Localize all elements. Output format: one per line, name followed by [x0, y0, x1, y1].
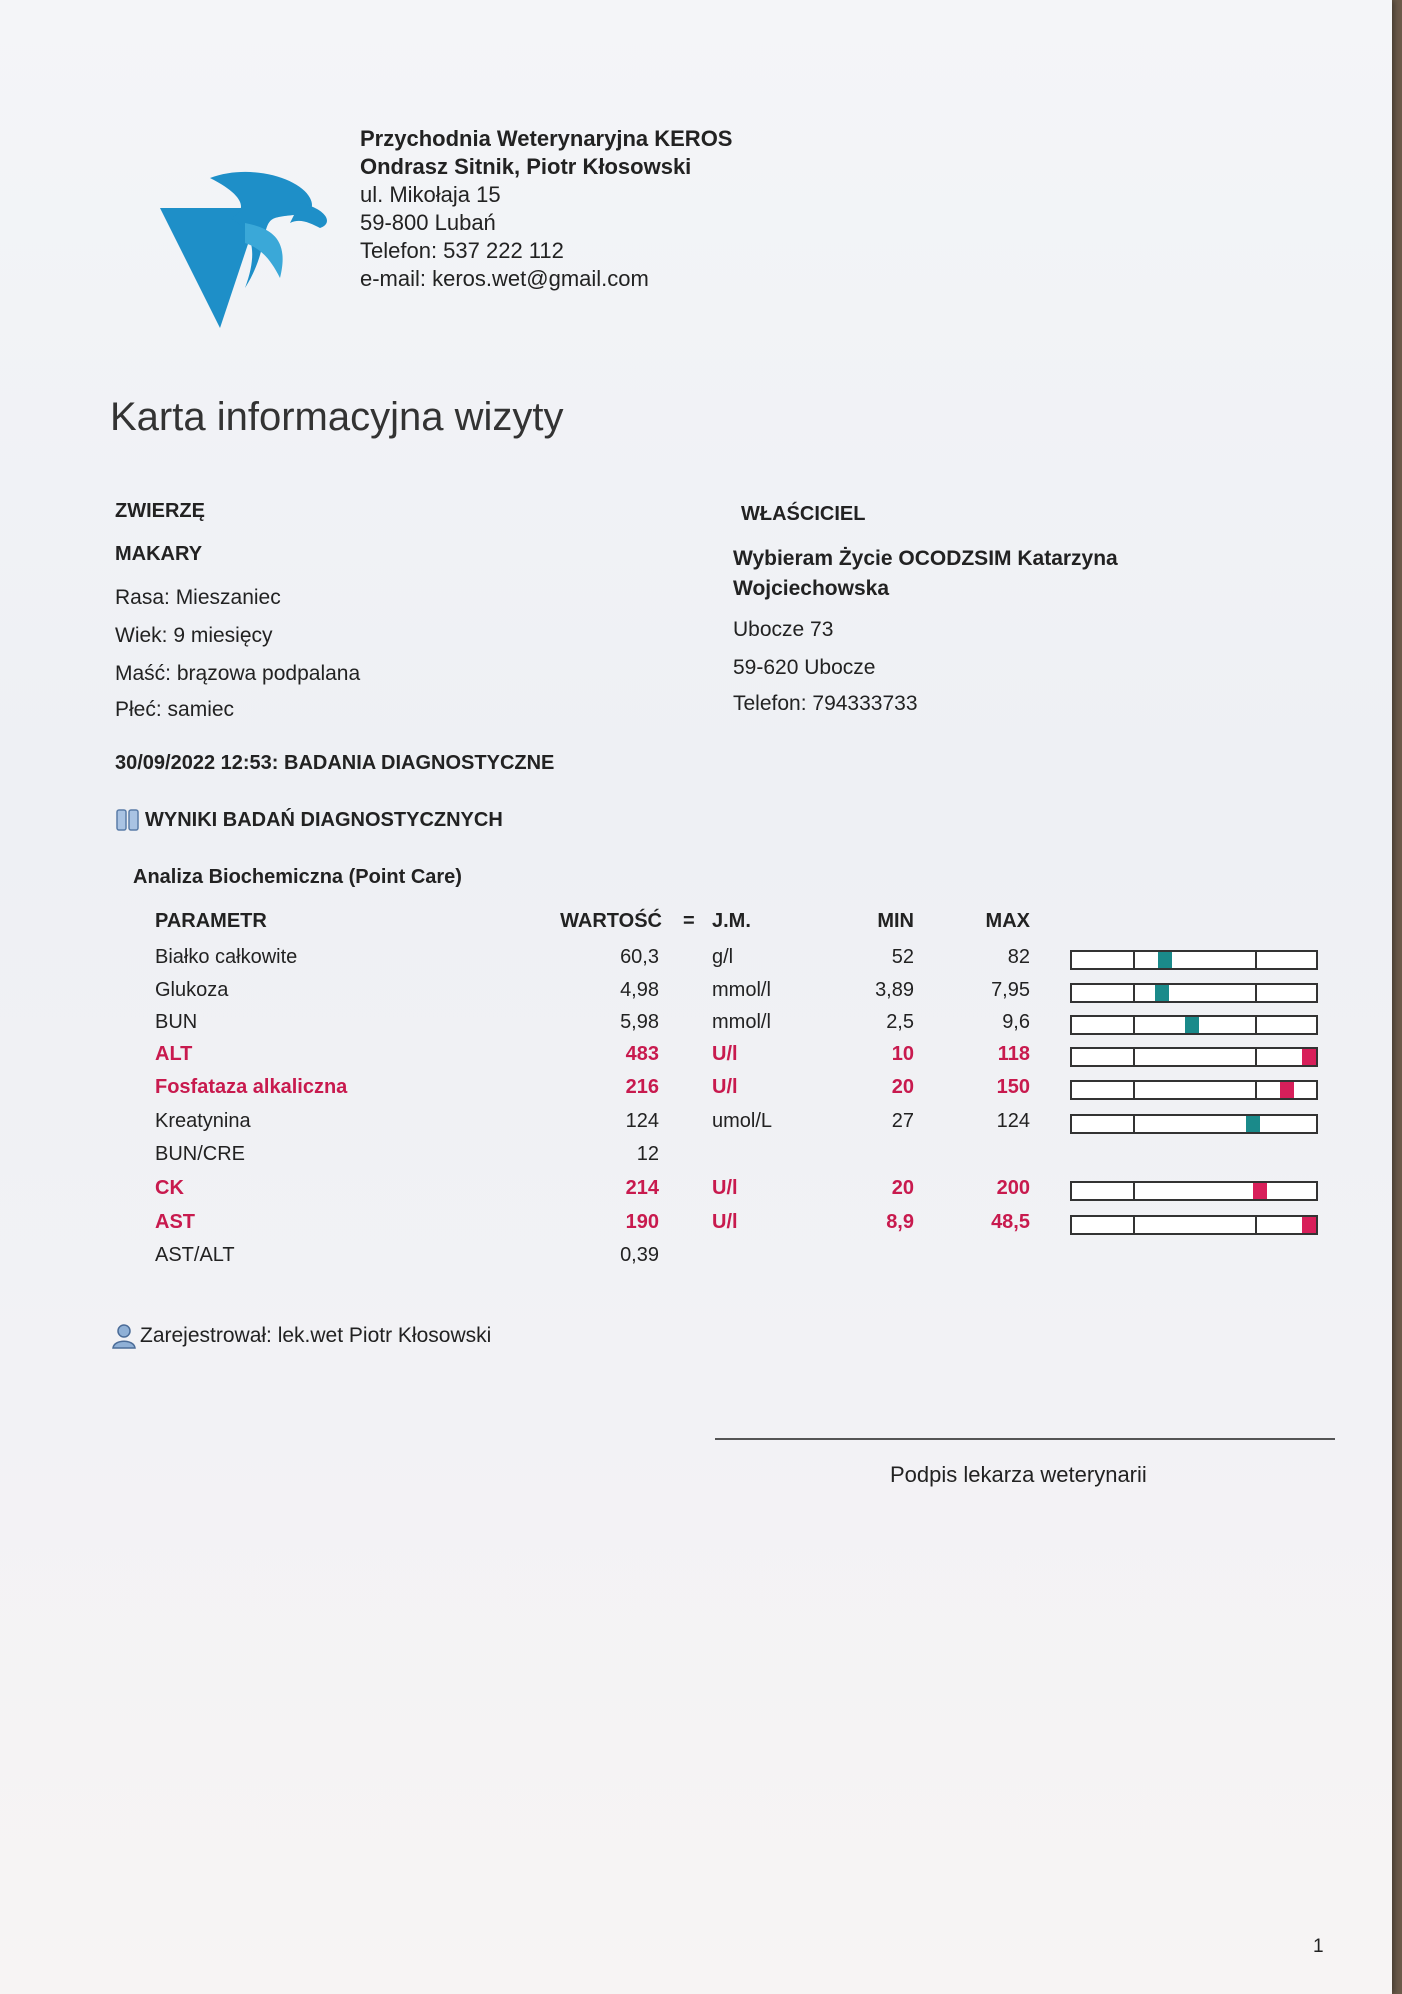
range-marker	[1302, 1049, 1316, 1065]
range-bar	[1070, 950, 1318, 970]
owner-name: Wybieram Życie OCODZSIM Katarzyna Wojciechowska	[733, 547, 1118, 600]
table-header	[0, 910, 1392, 942]
table-row	[0, 1110, 1392, 1142]
range-tick	[1133, 952, 1135, 968]
owner-street: Ubocze 73	[733, 618, 834, 641]
min-cell: 3,89	[875, 979, 914, 1001]
range-marker	[1280, 1082, 1294, 1098]
min-cell: 27	[891, 1110, 914, 1132]
header-param: PARAMETR	[155, 910, 267, 932]
clinic-doctors: Ondrasz Sitnik, Piotr Kłosowski	[360, 154, 692, 179]
animal-heading: ZWIERZĘ	[115, 500, 205, 522]
max-cell: 150	[996, 1076, 1030, 1098]
max-cell: 200	[996, 1177, 1030, 1199]
param-cell: ALT	[155, 1043, 193, 1065]
unit-cell: U/l	[712, 1043, 738, 1065]
param-cell: CK	[155, 1177, 184, 1199]
analysis-name: Analiza Biochemiczna (Point Care)	[133, 866, 462, 888]
value-cell: 214	[625, 1177, 659, 1199]
value-cell: 4,98	[620, 979, 659, 1001]
param-cell: Kreatynina	[155, 1110, 251, 1132]
range-bar	[1070, 1215, 1318, 1235]
range-marker	[1253, 1183, 1267, 1199]
results-heading	[115, 808, 503, 832]
header-value: WARTOŚĆ	[560, 910, 662, 932]
range-tick	[1255, 1217, 1257, 1233]
table-row	[0, 1143, 1392, 1175]
min-cell: 52	[891, 946, 914, 968]
value-cell: 5,98	[620, 1011, 659, 1033]
param-cell: AST/ALT	[155, 1244, 235, 1266]
range-marker	[1302, 1217, 1316, 1233]
owner-city: 59-620 Ubocze	[733, 656, 876, 679]
owner-heading: WŁAŚCICIEL	[741, 503, 866, 525]
range-bar	[1070, 1080, 1318, 1100]
range-tick	[1255, 952, 1257, 968]
user-icon	[110, 1322, 138, 1350]
range-tick	[1133, 985, 1135, 1001]
signature-line	[715, 1438, 1335, 1440]
table-row	[0, 1211, 1392, 1243]
param-cell: Białko całkowite	[155, 946, 298, 968]
min-cell: 2,5	[886, 1011, 914, 1033]
max-cell: 9,6	[1002, 1011, 1030, 1033]
page-title: Karta informacyjna wizyty	[110, 395, 564, 439]
clinic-email: e-mail: keros.wet@gmail.com	[360, 266, 649, 291]
range-marker	[1185, 1017, 1199, 1033]
range-bar	[1070, 1181, 1318, 1201]
range-bar	[1070, 983, 1318, 1003]
clinic-logo	[150, 168, 340, 348]
header-eq: =	[683, 910, 695, 932]
range-tick	[1133, 1183, 1135, 1199]
param-cell: Fosfataza alkaliczna	[155, 1076, 348, 1098]
min-cell: 10	[891, 1043, 914, 1065]
table-row	[0, 1076, 1392, 1108]
param-cell: Glukoza	[155, 979, 229, 1001]
range-tick	[1133, 1082, 1135, 1098]
registered-line	[110, 1322, 491, 1350]
table-row	[0, 1244, 1392, 1276]
unit-cell: g/l	[712, 946, 734, 968]
value-cell: 124	[625, 1110, 659, 1132]
clinic-header	[360, 125, 733, 293]
test-tubes-icon	[115, 808, 141, 832]
header-min: MIN	[877, 910, 914, 932]
header-unit: J.M.	[712, 910, 751, 932]
table-row	[0, 1177, 1392, 1209]
param-cell: BUN	[155, 1011, 198, 1033]
value-cell: 0,39	[620, 1244, 659, 1266]
results-heading-text: WYNIKI BADAŃ DIAGNOSTYCZNYCH	[145, 808, 503, 831]
range-tick	[1133, 1049, 1135, 1065]
min-cell: 8,9	[886, 1211, 914, 1233]
max-cell: 48,5	[991, 1211, 1030, 1233]
range-tick	[1255, 1049, 1257, 1065]
max-cell: 124	[996, 1110, 1030, 1132]
table-row	[0, 979, 1392, 1011]
unit-cell: U/l	[712, 1177, 738, 1199]
table-row	[0, 1043, 1392, 1075]
range-tick	[1255, 1082, 1257, 1098]
clinic-name: Przychodnia Weterynaryjna KEROS	[360, 126, 733, 151]
unit-cell: U/l	[712, 1076, 738, 1098]
table-row	[0, 1011, 1392, 1043]
animal-name: MAKARY	[115, 543, 203, 565]
animal-color: Maść: brązowa podpalana	[115, 662, 361, 685]
max-cell: 118	[997, 1043, 1030, 1065]
owner-phone: Telefon: 794333733	[733, 692, 918, 715]
value-cell: 483	[625, 1043, 659, 1065]
signature-label: Podpis lekarza weterynarii	[890, 1462, 1147, 1487]
param-cell: AST	[155, 1211, 195, 1233]
range-tick	[1133, 1116, 1135, 1132]
value-cell: 12	[636, 1143, 659, 1165]
value-cell: 60,3	[620, 946, 659, 968]
range-tick	[1133, 1017, 1135, 1033]
animal-section	[115, 500, 360, 734]
range-marker	[1246, 1116, 1260, 1132]
range-tick	[1133, 1217, 1135, 1233]
header-max: MAX	[985, 910, 1030, 932]
range-tick	[1255, 1017, 1257, 1033]
range-tick	[1255, 985, 1257, 1001]
clinic-city: 59-800 Lubań	[360, 210, 496, 235]
visit-line: 30/09/2022 12:53: BADANIA DIAGNOSTYCZNE	[115, 752, 555, 774]
range-marker	[1155, 985, 1169, 1001]
range-bar	[1070, 1015, 1318, 1035]
param-cell: BUN/CRE	[155, 1143, 246, 1165]
animal-breed: Rasa: Mieszaniec	[115, 586, 281, 609]
page-number: 1	[1313, 1936, 1324, 1957]
table-row	[0, 946, 1392, 978]
value-cell: 190	[625, 1211, 659, 1233]
clinic-street: ul. Mikołaja 15	[360, 182, 501, 207]
value-cell: 216	[625, 1076, 659, 1098]
unit-cell: mmol/l	[712, 1011, 771, 1033]
owner-section	[733, 503, 1213, 728]
unit-cell: umol/L	[712, 1110, 773, 1132]
range-bar	[1070, 1114, 1318, 1134]
unit-cell: mmol/l	[712, 979, 771, 1001]
animal-sex: Płeć: samiec	[115, 698, 235, 721]
range-bar	[1070, 1047, 1318, 1067]
min-cell: 20	[891, 1076, 914, 1098]
animal-age: Wiek: 9 miesięcy	[115, 624, 273, 647]
range-marker	[1158, 952, 1172, 968]
max-cell: 7,95	[991, 979, 1030, 1001]
max-cell: 82	[1007, 946, 1030, 968]
min-cell: 20	[891, 1177, 914, 1199]
unit-cell: U/l	[712, 1211, 738, 1233]
registered-text: Zarejestrował: lek.wet Piotr Kłosowski	[140, 1324, 492, 1347]
clinic-phone: Telefon: 537 222 112	[360, 238, 564, 263]
